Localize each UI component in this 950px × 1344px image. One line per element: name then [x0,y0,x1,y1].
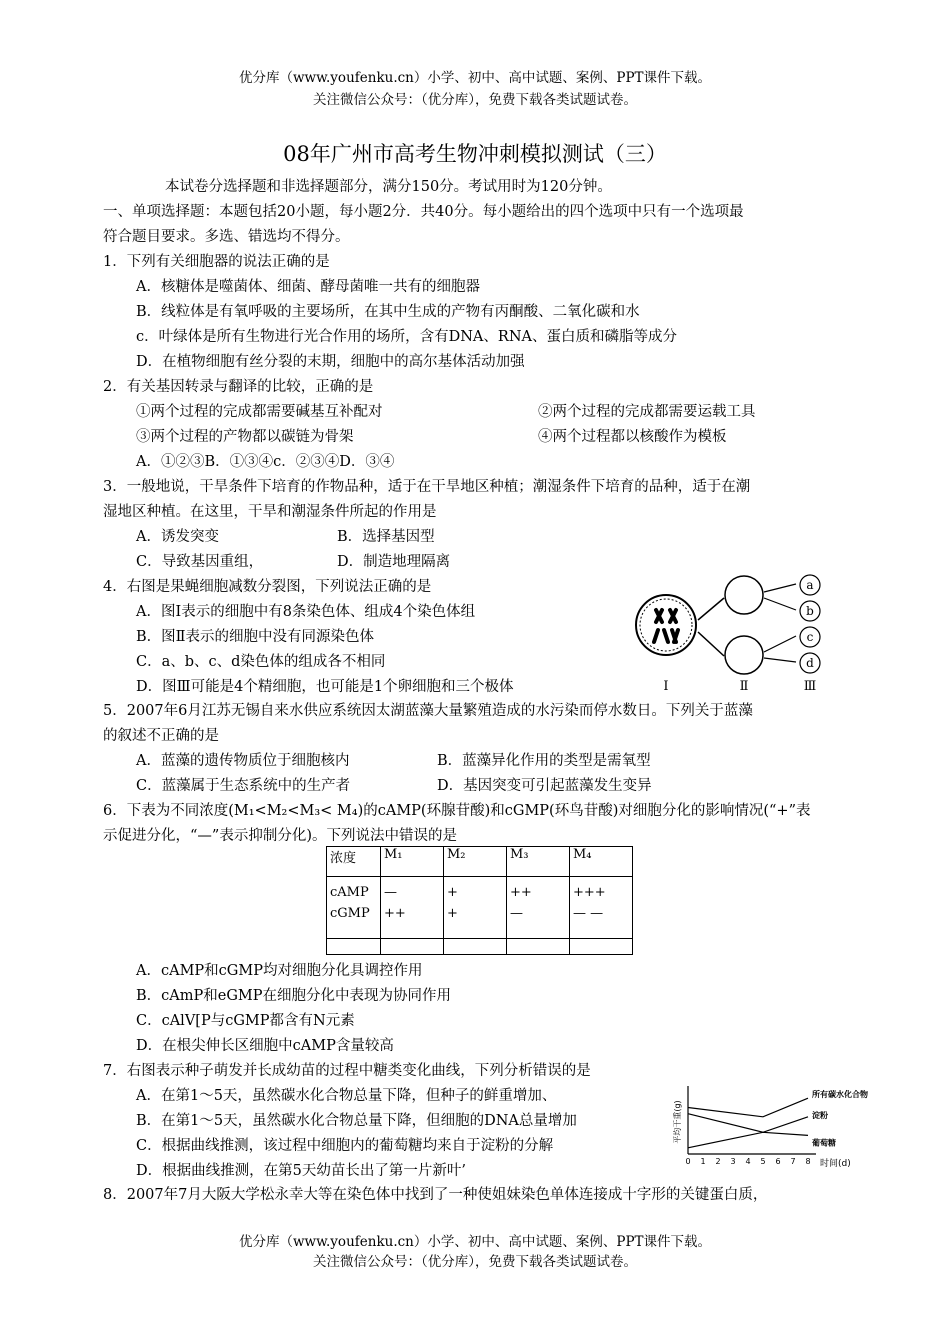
x-axis-label: 时间(d) [820,1159,851,1169]
page-header-line1: 优分库（www.youfenku.cn）小学、初中、高中试题、案例、PPT课件下载。 [238,70,712,86]
cell-d-label: d [806,656,814,670]
table-cell: + + [444,877,507,939]
q2-options: A．①②③B．①③④c．②③④D．③④ [136,454,395,470]
legend-label: 所有碳水化合物 [812,1090,868,1100]
q1-option-d: D．在植物细胞有丝分裂的末期，细胞中的高尔基体活动加强 [136,354,525,370]
q6-option-a: A．cAMP和cGMP均对细胞分化具调控作用 [136,963,423,979]
fig-label-ii: Ⅱ [739,679,749,694]
q5-option-d: D．基因突变可引起蓝藻发生变异 [437,778,652,794]
x-tick-label: 5 [760,1157,766,1166]
cell-i [636,595,696,655]
q5-stem-line2: 的叙述不正确的是 [103,728,219,744]
table-header-cell: 浓度 [327,847,381,877]
q3-stem-line1: 3．一般地说，干旱条件下培育的作物品种，适于在干旱地区种植；潮湿条件下培育的品种，适于在潮 [103,479,751,495]
q6-option-d: D．在根尖伸长区细胞中cAMP含量较高 [136,1038,394,1054]
x-tick-label: 6 [775,1157,781,1166]
q2-statement-2: ②两个过程的完成都需要运载工具 [538,404,756,420]
table-header-cell: M₃ [507,847,570,877]
table-cell: — ++ [381,877,444,939]
legend-label: 淀粉 [812,1110,828,1120]
x-tick-label: 0 [685,1157,691,1166]
q1-option-c: c．叶绿体是所有生物进行光合作用的场所，含有DNA、RNA、蛋白质和磷脂等成分 [136,329,677,345]
q3-option-a: A．诱发突变 [136,529,219,545]
q4-stem: 4．右图是果蝇细胞减数分裂图，下列说法正确的是 [103,579,432,595]
q2-statement-4: ④两个过程都以核酸作为模板 [538,429,727,445]
q4-option-b: B．图Ⅱ表示的细胞中没有同源染色体 [136,629,375,645]
q3-option-c: C．导致基因重组， [136,554,264,570]
q1-option-b: B．线粒体是有氧呼吸的主要场所，在其中生成的产物有丙酮酸、二氧化碳和水 [136,304,640,320]
q8-stem: 8．2007年7月大阪大学松永幸大等在染色体中找到了一种使姐妹染色单体连接成十字形的关键蛋白质， [103,1187,768,1203]
section1-line1: 一、单项选择题：本题包括20小题，每小题2分．共40分。每小题给出的四个选项中只有一个选项最 [103,204,744,220]
series-line-2 [688,1132,808,1148]
page-header-line2: 关注微信公众号：（优分库），免费下载各类试题试卷。 [313,92,637,108]
q1-option-a: A．核糖体是噬菌体、细菌、酵母菌唯一共有的细胞器 [136,279,480,295]
table-header-cell: M₄ [570,847,633,877]
q4-option-c: C．a、b、c、d染色体的组成各不相同 [136,654,386,670]
q6-option-c: C．cAlV[P与cGMP都含有N元素 [136,1013,355,1029]
series-line-0 [688,1098,808,1117]
page-footer-line2: 关注微信公众号：（优分库），免费下载各类试题试卷。 [313,1254,637,1270]
table-cell: ++ — [507,877,570,939]
q7-option-b: B．在第1～5天，虽然碳水化合物总量下降，但细胞的DNA总量增加 [136,1113,577,1129]
intro-text: 本试卷分选择题和非选择题部分，满分150分。考试用时为120分钟。 [165,179,612,195]
q5-stem-line1: 5．2007年6月江苏无锡自来水供应系统因太湖蓝藻大量繁殖造成的水污染而停水数日。下列关于蓝藻 [103,703,753,719]
q3-option-b: B．选择基因型 [337,529,435,545]
fig-label-i: Ⅰ [663,679,669,694]
section1-line2: 符合题目要求。多选、错选均不得分。 [103,229,350,245]
q1-stem: 1．下列有关细胞器的说法正确的是 [103,254,330,270]
q7-stem: 7．右图表示种子萌发并长成幼苗的过程中糖类变化曲线，下列分析错误的是 [103,1063,591,1079]
q3-option-d: D．制造地理隔离 [337,554,451,570]
cell-ii-upper [725,576,763,614]
table-cell: +++ — — [570,877,633,939]
q6-stem-line2: 示促进分化，“—”表示抑制分化)。下列说法中错误的是 [103,828,457,844]
table-header-cell: M₁ [381,847,444,877]
meiosis-diagram [628,570,828,694]
cell-b-label: b [806,604,814,618]
q3-stem-line2: 湿地区种植。在这里，干旱和潮湿条件所起的作用是 [103,504,437,520]
x-tick-label: 3 [730,1157,736,1166]
page-title: 08年广州市高考生物冲刺模拟测试（三） [283,142,667,166]
cell-a-label: a [806,578,814,592]
cell-ii-lower [725,636,763,674]
q2-statement-3: ③两个过程的产物都以碳链为骨架 [136,429,354,445]
series-line-1 [688,1114,808,1133]
x-tick-label: 2 [715,1157,721,1166]
cell-c-label: c [806,630,814,644]
q6-stem-line1: 6．下表为不同浓度(M₁<M₂<M₃< M₄)的cAMP(环腺苷酸)和cGMP(环鸟苷酸)对细胞分化的影响情况(“+”表 [103,803,811,819]
x-tick-label: 8 [805,1157,811,1166]
legend-label: 葡萄糖 [812,1138,836,1148]
q5-option-a: A．蓝藻的遗传物质位于细胞核内 [136,753,350,769]
q5-option-c: C．蓝藻属于生态系统中的生产者 [136,778,351,794]
q7-sugar-chart [668,1082,868,1172]
y-axis-label: 平均干重(g) [673,1100,682,1144]
fig-label-iii: Ⅲ [803,679,817,694]
table-header-cell: M₂ [444,847,507,877]
q7-option-a: A．在第1～5天，虽然碳水化合物总量下降，但种子的鲜重增加、 [136,1088,557,1104]
q4-option-a: A．图Ⅰ表示的细胞中有8条染色体、组成4个染色体组 [136,604,476,620]
q7-option-d: D．根据曲线推测，在第5天幼苗长出了第一片新叶’ [136,1163,466,1179]
q2-statement-1: ①两个过程的完成都需要碱基互补配对 [136,404,383,420]
q4-option-d: D．图Ⅲ可能是4个精细胞，也可能是1个卵细胞和三个极体 [136,679,514,695]
table-cell: cAMP cGMP [327,877,381,939]
page-footer-line1: 优分库（www.youfenku.cn）小学、初中、高中试题、案例、PPT课件下载。 [238,1234,712,1250]
q2-stem: 2．有关基因转录与翻译的比较，正确的是 [103,379,374,395]
x-tick-label: 7 [790,1157,796,1166]
q6-option-b: B．cAmP和eGMP在细胞分化中表现为协同作用 [136,988,452,1004]
q6-table [326,846,633,955]
q5-option-b: B．蓝藻异化作用的类型是需氧型 [437,753,651,769]
x-tick-label: 4 [745,1157,751,1166]
x-tick-label: 1 [700,1157,706,1166]
q7-option-c: C．根据曲线推测，该过程中细胞内的葡萄糖均来自于淀粉的分解 [136,1138,554,1154]
